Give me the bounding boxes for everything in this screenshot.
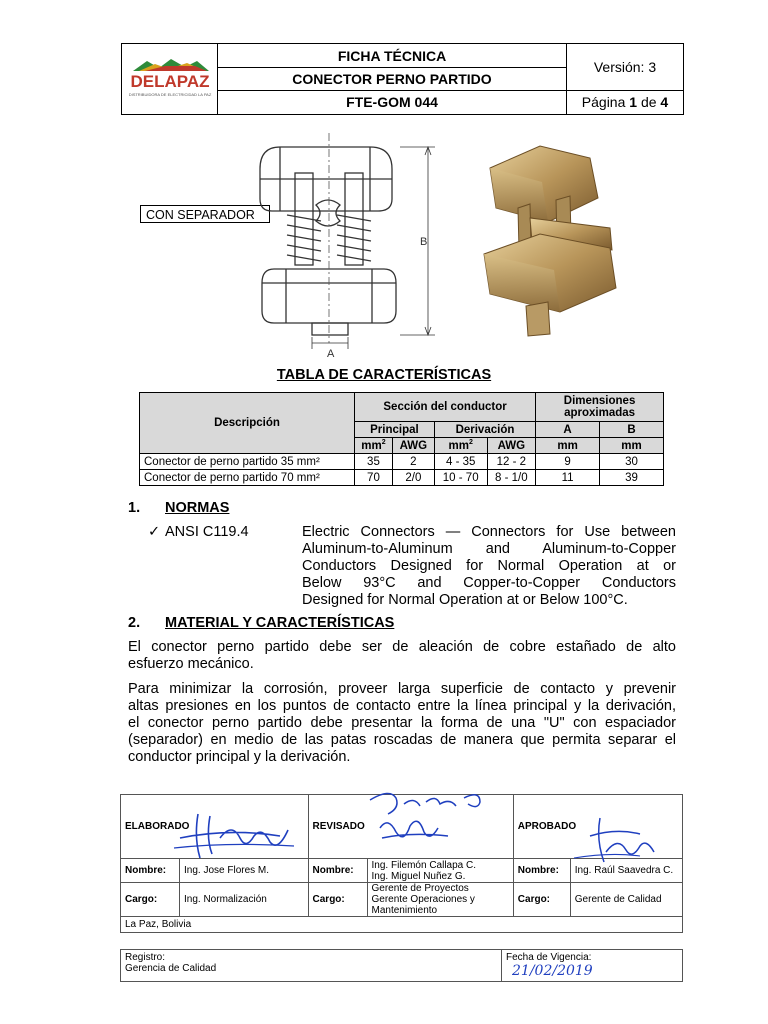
document-header bbox=[121, 43, 684, 115]
signature-aprobado bbox=[570, 812, 660, 868]
logo-text: DELAPAZ bbox=[129, 71, 210, 91]
table-title: TABLA DE CARACTERÍSTICAS bbox=[276, 367, 492, 383]
header-a-mm: mm bbox=[536, 438, 600, 454]
delapaz-logo bbox=[125, 55, 215, 101]
header-seccion: Sección del conductor bbox=[355, 393, 536, 422]
header-principal-mm2: $mm^2$ bbox=[355, 438, 393, 454]
material-paragraph-2: Para minimizar la corrosión, proveer larga superficie de contacto y prevenir altas presiones en los puntos de contacto entre la línea principal y la derivación, el conector perno partido debe presentar la forma de una "U" con espaciador (separador) en medio de las patas roscadas de manera que permita separar el conductor principal y la derivación. bbox=[128, 681, 676, 765]
place: La Paz, Bolivia bbox=[121, 917, 683, 933]
dimension-a-label: A bbox=[327, 348, 335, 360]
document-code: FTE-GOM 044 bbox=[218, 90, 567, 114]
characteristics-table bbox=[139, 392, 664, 486]
header-descripcion: Descripción bbox=[140, 393, 355, 454]
separator-callout: CON SEPARADOR bbox=[140, 205, 270, 223]
revisado-nombre: Ing. Filemón Callapa C. Ing. Miguel Nuñez G. bbox=[367, 859, 513, 883]
elaborado-cargo: Ing. Normalización bbox=[180, 883, 309, 917]
section-1-title: NORMAS bbox=[165, 500, 230, 516]
registry-table bbox=[120, 949, 683, 982]
registry-cell: Registro: Gerencia de Calidad bbox=[121, 950, 502, 982]
header-derivacion-awg: AWG bbox=[487, 438, 536, 454]
header-b: B bbox=[600, 422, 664, 438]
revisado-cell: REVISADO bbox=[308, 795, 513, 859]
validity-cell: Fecha de Vigencia: 21/02/2019 bbox=[502, 950, 683, 982]
title-line-1: FICHA TÉCNICA bbox=[218, 44, 567, 68]
header-derivacion: Derivación bbox=[434, 422, 535, 438]
section-2-number: 2. bbox=[128, 615, 141, 631]
header-principal-awg: AWG bbox=[392, 438, 434, 454]
header-dimensiones: Dimensiones aproximadas bbox=[536, 393, 664, 422]
elaborado-cell: ELABORADO bbox=[121, 795, 309, 859]
table-row: Conector de perno partido 35 mm² 35 2 4 - 35 12 - 2 9 30 bbox=[140, 454, 664, 470]
aprobado-nombre: Ing. Raúl Saavedra C. bbox=[570, 859, 682, 883]
signature-revisado bbox=[360, 788, 490, 852]
section-2-title: MATERIAL Y CARACTERÍSTICAS bbox=[165, 615, 395, 631]
connector-photo bbox=[470, 138, 630, 338]
page-indicator: Página 1 de 4 bbox=[567, 90, 684, 114]
standard-code: ANSI C119.4 bbox=[165, 524, 249, 540]
header-a: A bbox=[536, 422, 600, 438]
logo-tagline: DISTRIBUIDORA DE ELECTRICIDAD LA PAZ bbox=[128, 91, 211, 97]
aprobado-cargo: Gerente de Calidad bbox=[570, 883, 682, 917]
header-derivacion-mm2: $mm^2$ bbox=[434, 438, 487, 454]
elaborado-nombre: Ing. Jose Flores M. bbox=[180, 859, 309, 883]
connector-drawing bbox=[250, 133, 440, 361]
version: Versión: 3 bbox=[567, 44, 684, 91]
header-b-mm: mm bbox=[600, 438, 664, 454]
logo-cell bbox=[122, 44, 218, 115]
standard-description: Electric Connectors — Connectors for Use between Aluminum-to-Aluminum and Aluminum-to-Copper Conductors Designed for Normal Operation at or Below 93°C and Copper-to-Copper Conductors Designed for Normal Operation at or Below 100°C. bbox=[302, 524, 676, 608]
check-icon: ✓ bbox=[148, 524, 161, 540]
material-paragraph-1: El conector perno partido debe ser de aleación de cobre estañado de alto esfuerzo mecánico. bbox=[128, 639, 676, 672]
revisado-cargo: Gerente de Proyectos Gerente Operaciones y Mantenimiento bbox=[367, 883, 513, 917]
approval-table: ELABORADO REVISADO APROBADO Nombre: Ing. Jose Flores M. Nombre: Ing. Filemón Callapa C. Ing. Miguel Nuñez G. Nombre: Ing. Raúl Saavedra C. Cargo: Ing. Normalización Cargo: Gerente de Proyectos Gerente Operaciones y Mantenimiento Cargo: Gerente de Calidad La Paz, Bolivia bbox=[120, 794, 683, 933]
title-line-2: CONECTOR PERNO PARTIDO bbox=[218, 68, 567, 90]
table-row: Conector de perno partido 70 mm² 70 2/0 10 - 70 8 - 1/0 11 39 bbox=[140, 470, 664, 486]
aprobado-cell: APROBADO bbox=[513, 795, 682, 859]
signature-elaborado bbox=[170, 808, 300, 862]
header-principal: Principal bbox=[355, 422, 435, 438]
validity-date: 21/02/2019 bbox=[512, 963, 593, 979]
dimension-b-label: B bbox=[420, 236, 428, 248]
section-1-number: 1. bbox=[128, 500, 141, 516]
